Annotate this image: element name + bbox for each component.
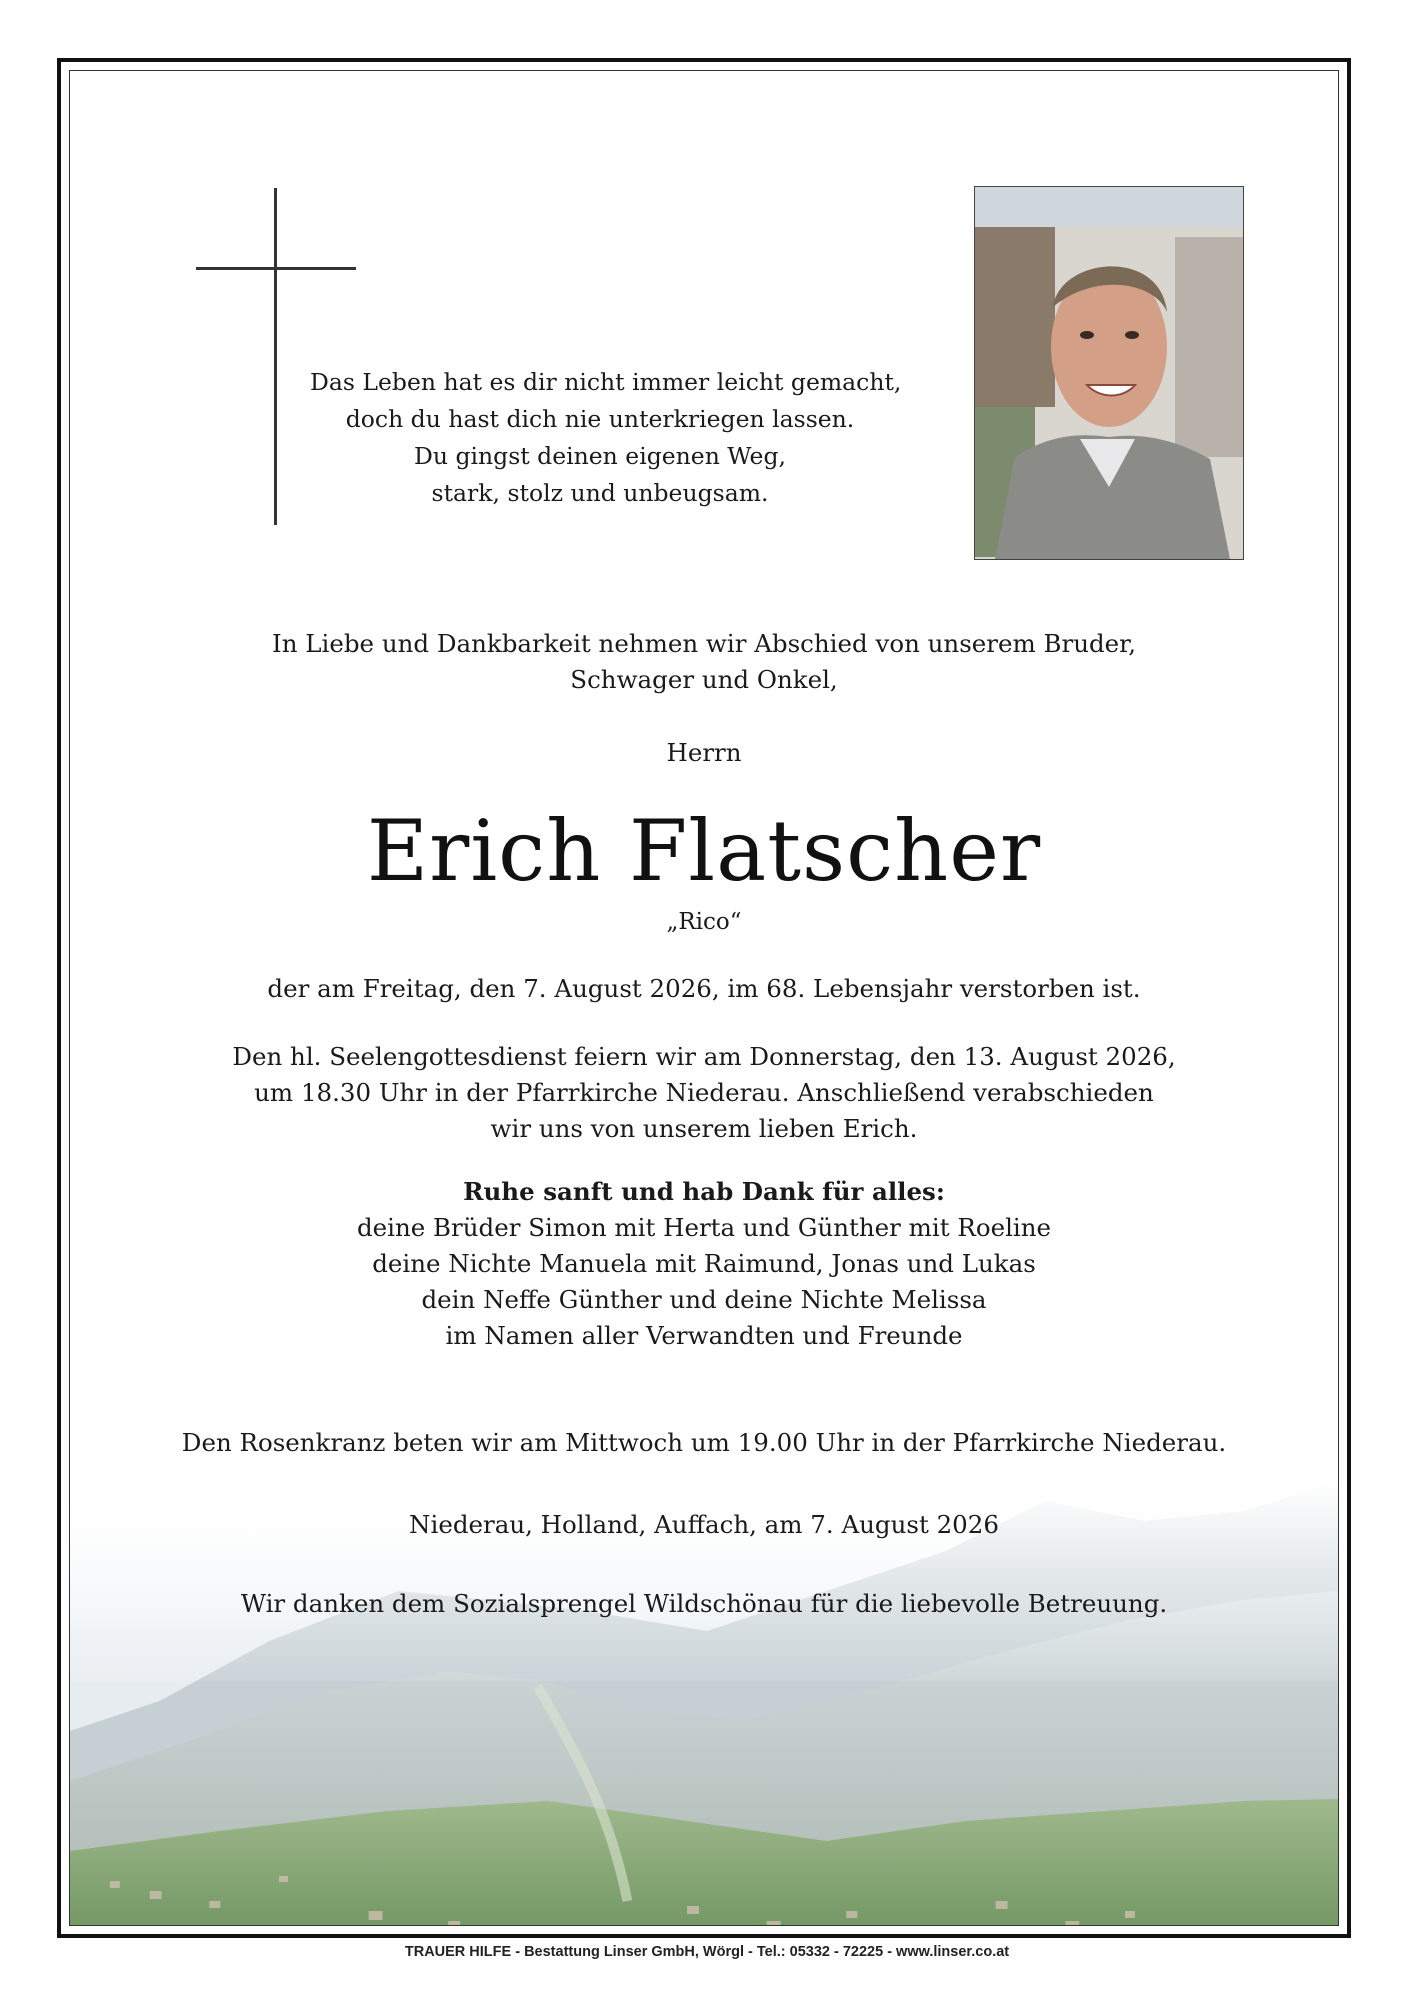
poem-line: Du gingst deinen eigenen Weg, (414, 442, 786, 470)
poem-line: stark, stolz und unbeugsam. (431, 479, 769, 507)
portrait-photo (974, 186, 1244, 560)
place-date: Niederau, Holland, Auffach, am 7. August 2026 (409, 1510, 999, 1539)
cross-vertical-bar (274, 188, 277, 525)
mourners-line: deine Nichte Manuela mit Raimund, Jonas und Lukas (372, 1249, 1036, 1278)
mourners-line: dein Neffe Günther und deine Nichte Melissa (421, 1285, 987, 1314)
mourners (70, 1174, 1338, 1354)
deceased-name: Erich Flatscher (366, 802, 1042, 900)
salutation: Herrn (666, 738, 742, 767)
poem (310, 364, 902, 512)
intro (70, 626, 1338, 698)
rosary-info: Den Rosenkranz beten wir am Mittwoch um 19.00 Uhr in der Pfarrkirche Niederau. (181, 1428, 1227, 1457)
thanks: Wir danken dem Sozialsprengel Wildschönau für die liebevolle Betreuung. (240, 1589, 1168, 1618)
poem-line: doch du hast dich nie unterkriegen lassen. (345, 405, 855, 433)
service-info (70, 1039, 1338, 1147)
landscape-image (70, 1481, 1338, 1926)
mourners-line: im Namen aller Verwandten und Freunde (445, 1321, 963, 1350)
outer-frame (57, 58, 1351, 1938)
intro-line: In Liebe und Dankbarkeit nehmen wir Abschied von unserem Bruder, (272, 629, 1136, 658)
mourners-heading: Ruhe sanft und hab Dank für alles: (463, 1177, 945, 1206)
deceased-nickname: „Rico“ (666, 909, 742, 935)
death-notice: der am Freitag, den 7. August 2026, im 68. Lebensjahr verstorben ist. (267, 974, 1141, 1003)
intro-line: Schwager und Onkel, (570, 665, 838, 694)
mourners-line: deine Brüder Simon mit Herta und Günther mit Roeline (356, 1213, 1052, 1242)
inner-frame (69, 70, 1339, 1926)
poem-line: Das Leben hat es dir nicht immer leicht gemacht, (310, 368, 902, 396)
service-line: Den hl. Seelengottesdienst feiern wir am Donnerstag, den 13. August 2026, (232, 1042, 1176, 1071)
service-line: wir uns von unserem lieben Erich. (490, 1114, 918, 1143)
footer-imprint: TRAUER HILFE - Bestattung Linser GmbH, Wörgl - Tel.: 05332 - 72225 - www.linser.co.at (404, 1944, 1010, 1960)
cross-horizontal-bar (196, 267, 356, 270)
service-line: um 18.30 Uhr in der Pfarrkirche Niederau. Anschließend verabschieden (254, 1078, 1154, 1107)
